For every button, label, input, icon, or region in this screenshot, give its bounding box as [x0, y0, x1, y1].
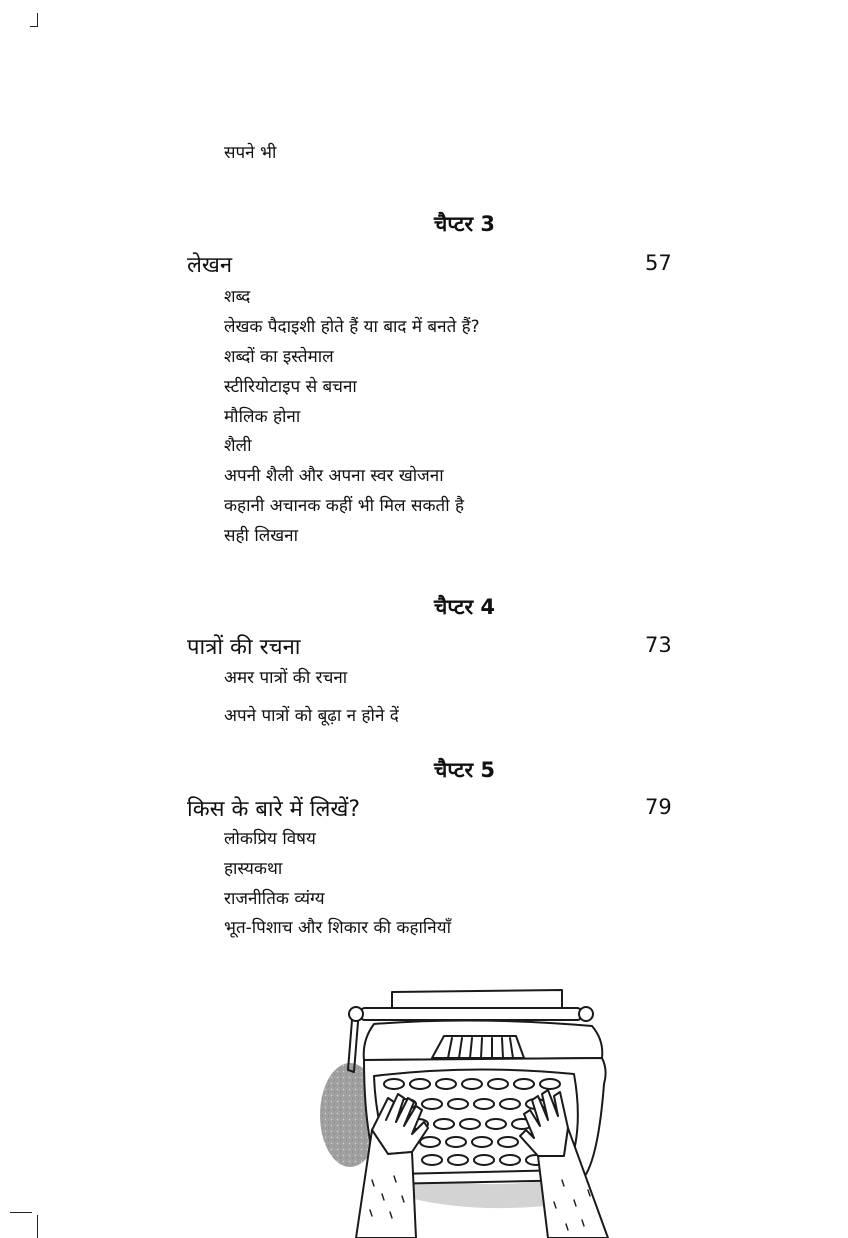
toc-subitem: लोकप्रिय विषय: [224, 829, 316, 849]
chapter-title: पात्रों की रचना: [187, 635, 301, 660]
chapter-heading: चैप्टर 5: [434, 758, 496, 782]
page-number: 57: [645, 251, 672, 275]
toc-subitem: मौलिक होना: [224, 407, 301, 427]
toc-subitem: अपने पात्रों को बूढ़ा न होने दें: [224, 706, 399, 726]
platen-roller: [360, 1008, 582, 1020]
toc-subitem: सपने भी: [224, 143, 277, 163]
page-number: 79: [645, 795, 672, 819]
chapter-title: किस के बारे में लिखें?: [187, 797, 361, 822]
toc-subitem: स्टीरियोटाइप से बचना: [224, 377, 357, 397]
crop-mark-top-left-h: [30, 26, 38, 27]
typewriter-with-hands-illustration: [312, 980, 612, 1238]
toc-subitem: शैली: [224, 436, 252, 456]
toc-subitem: लेखक पैदाइशी होते हैं या बाद में बनते हैं?: [224, 317, 480, 337]
crop-mark-bottom-left-v: [37, 1215, 38, 1238]
toc-subitem: अमर पात्रों की रचना: [224, 668, 348, 688]
toc-subitem: हास्यकथा: [224, 859, 283, 879]
toc-subitem: शब्दों का इस्तेमाल: [224, 347, 334, 367]
toc-subitem: भूत-पिशाच और शिकार की कहानियाँ: [224, 918, 451, 938]
page-number: 73: [645, 633, 672, 657]
key-row-5: [422, 1155, 546, 1165]
chapter-heading: चैप्टर 3: [434, 212, 496, 236]
crop-mark-bottom-left-h: [10, 1212, 32, 1213]
crop-mark-top-left-v: [37, 13, 38, 27]
toc-subitem: कहानी अचानक कहीं भी मिल सकती है: [224, 496, 465, 516]
chapter-heading: चैप्टर 4: [434, 595, 496, 619]
toc-subitem: राजनीतिक व्यंग्य: [224, 889, 325, 909]
toc-subitem: शब्द: [224, 287, 251, 307]
toc-subitem: अपनी शैली और अपना स्वर खोजना: [224, 466, 444, 486]
toc-subitem: सही लिखना: [224, 526, 298, 546]
chapter-title: लेखन: [187, 253, 233, 278]
